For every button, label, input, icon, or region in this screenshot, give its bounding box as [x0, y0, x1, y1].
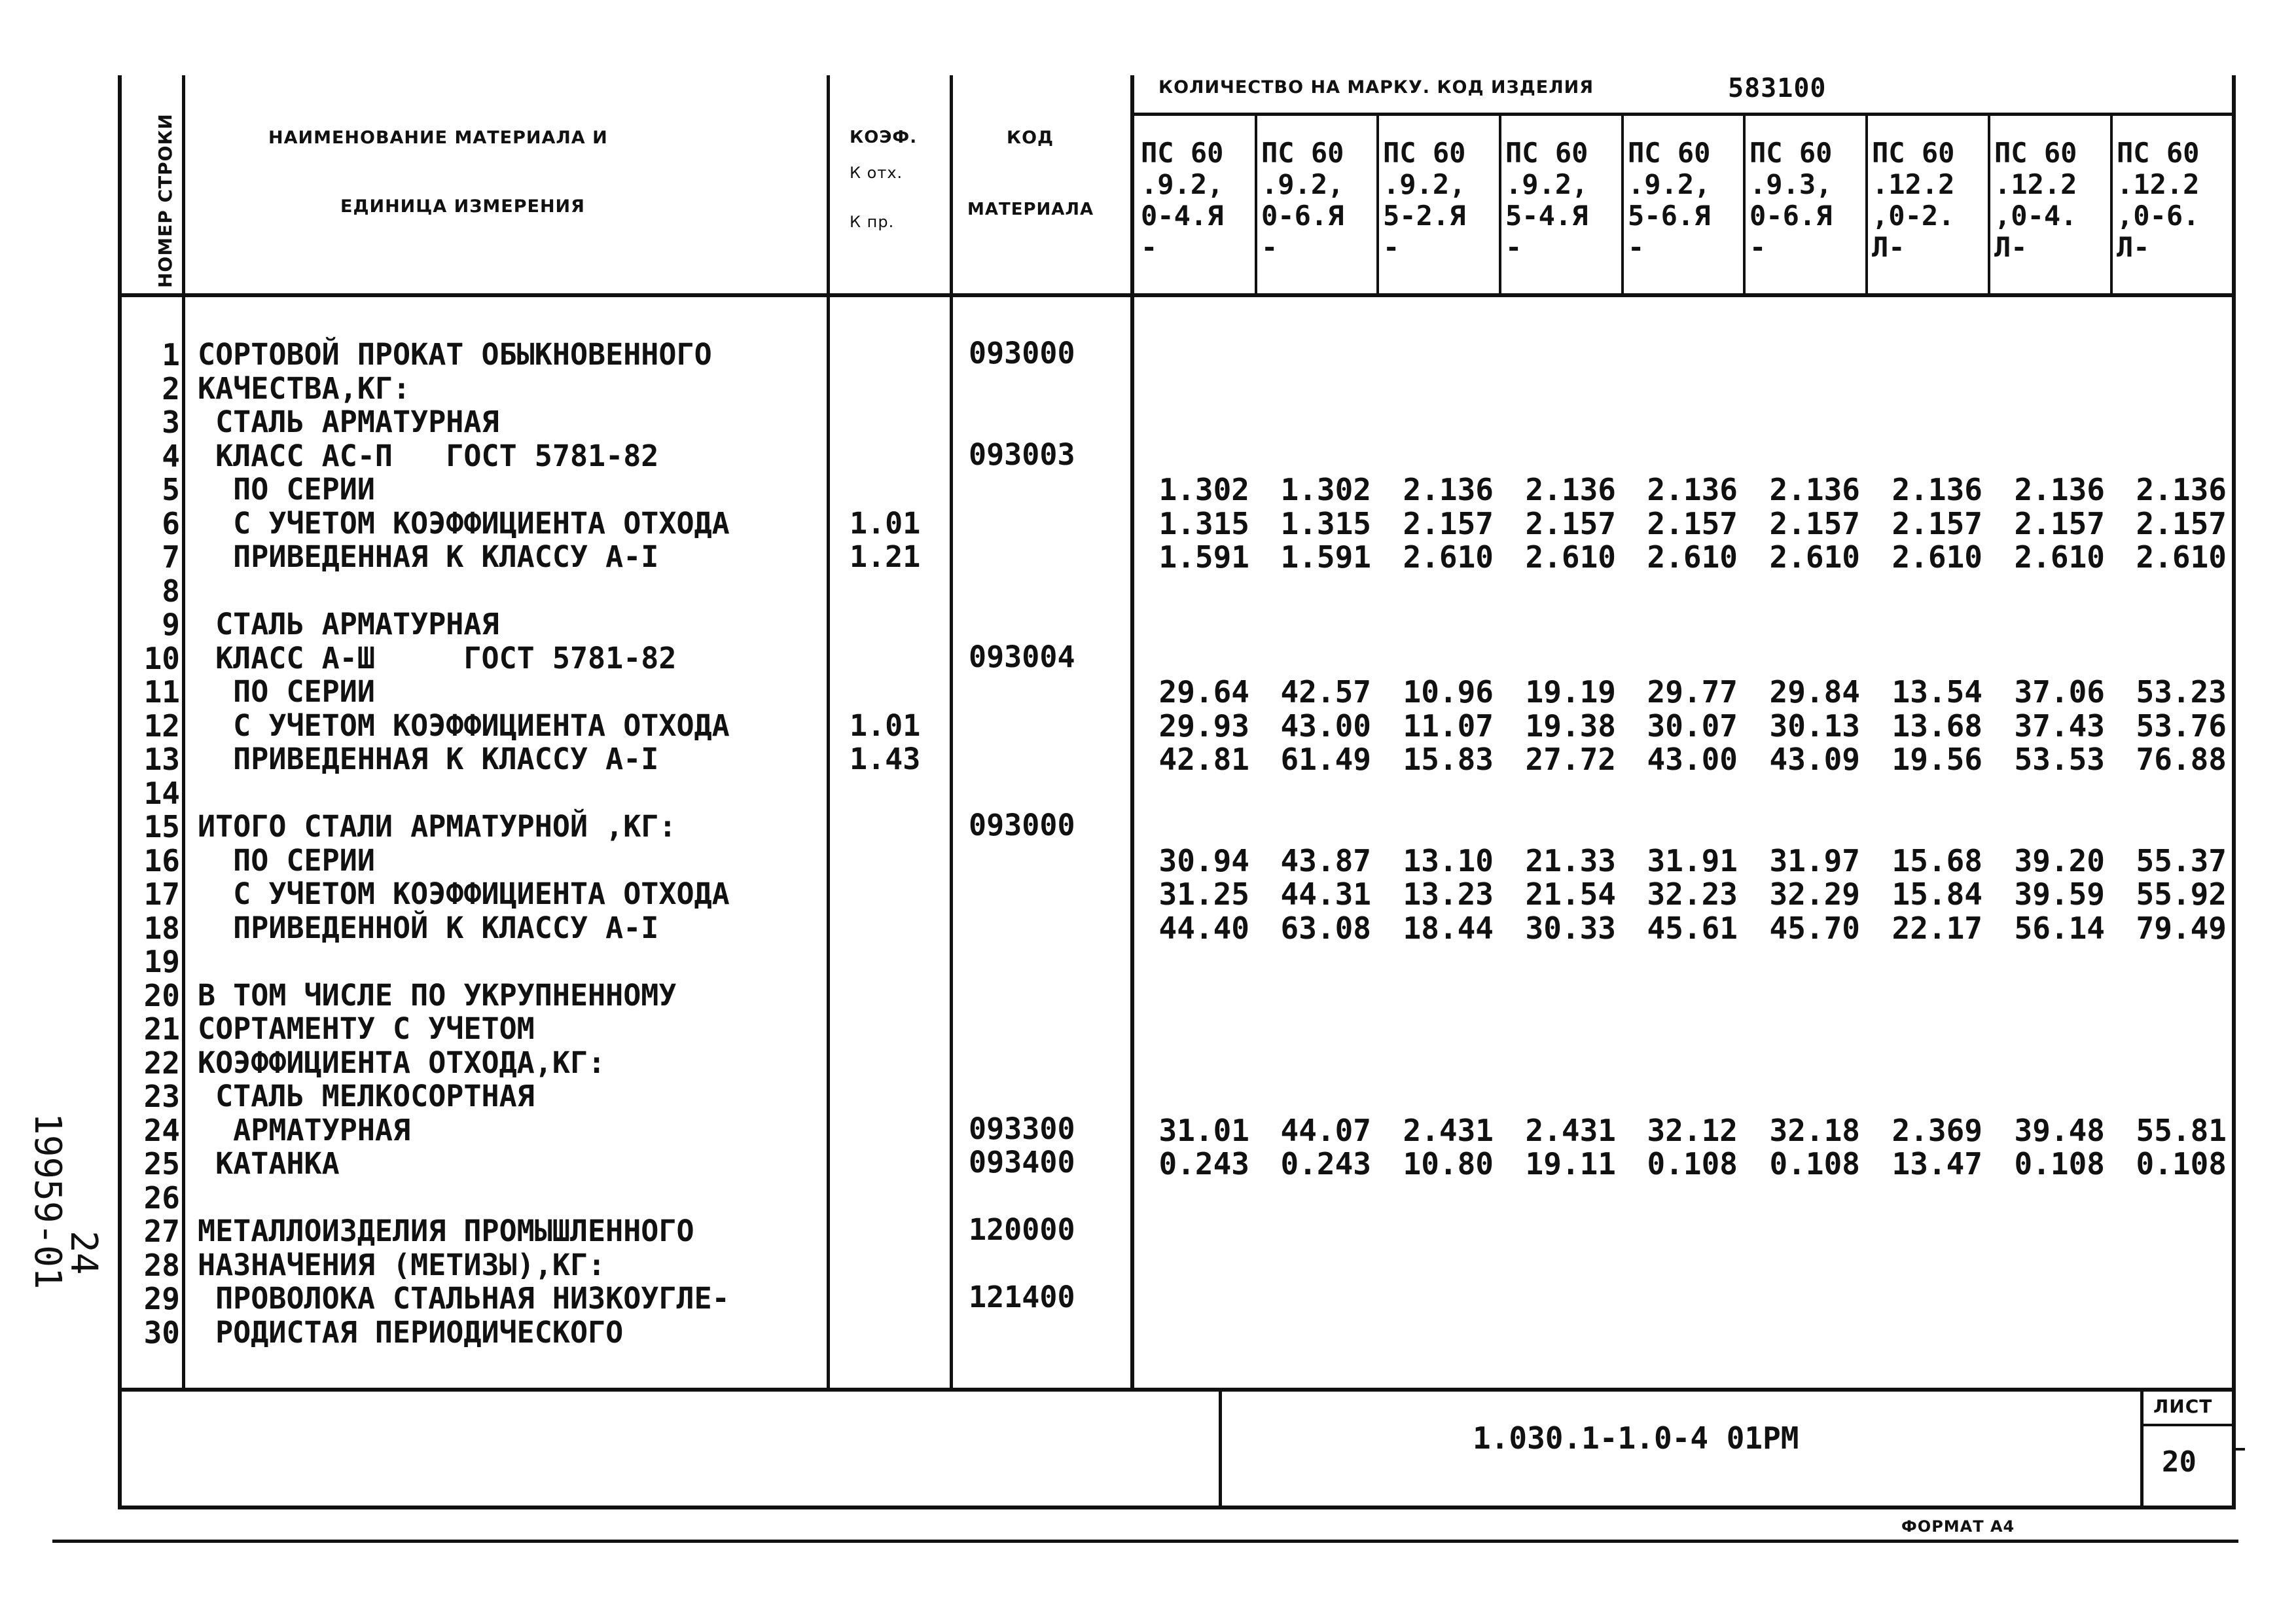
product-column-header-line: .9.3,: [1749, 168, 1833, 200]
sheet-tick-mark: [2236, 1448, 2245, 1451]
quantity-value: 2.610: [1647, 539, 1738, 575]
product-column-header-line: ПС 60: [1383, 137, 1466, 169]
quantity-value: 1.591: [1280, 539, 1371, 575]
quantity-value: 2.136: [1769, 472, 1860, 507]
material-name: КАТАНКА: [198, 1146, 340, 1181]
quantity-value: 32.12: [1647, 1112, 1738, 1148]
quantity-value: 2.610: [1525, 539, 1616, 575]
row-number: 25: [143, 1146, 180, 1182]
quantity-value: 43.00: [1647, 742, 1738, 777]
material-code: 093003: [969, 437, 1075, 472]
quantity-value: 10.80: [1403, 1146, 1494, 1182]
row-number: 4: [162, 438, 180, 474]
product-column-header-line: ПС 60: [1628, 137, 1711, 169]
row-number-header: НОМЕР СТРОКИ: [154, 113, 176, 288]
quantity-value: 2.157: [1403, 505, 1494, 541]
quantity-value: 10.96: [1403, 674, 1494, 710]
row-number: 20: [143, 977, 180, 1013]
quantity-value: 30.13: [1769, 708, 1860, 744]
quantity-header-label: КОЛИЧЕСТВО НА МАРКУ. КОД ИЗДЕЛИЯ: [1158, 77, 1594, 98]
material-name: РОДИСТАЯ ПЕРИОДИЧЕСКОГО: [198, 1314, 624, 1350]
quantity-value: 0.108: [2014, 1146, 2105, 1182]
quantity-value: 2.610: [2014, 539, 2105, 575]
quantity-value: 43.87: [1280, 842, 1371, 878]
material-header-subtitle: ЕДИНИЦА ИЗМЕРЕНИЯ: [340, 196, 585, 217]
quantity-value: 31.97: [1769, 842, 1860, 878]
row-number: 8: [162, 573, 180, 609]
row-number: 1: [162, 337, 180, 372]
column-divider: [1988, 113, 1990, 297]
material-name: ПРОВОЛОКА СТАЛЬНАЯ НИЗКОУГЛЕ-: [198, 1281, 730, 1316]
frame-coef-divider: [950, 75, 953, 1391]
material-name: КАЧЕСТВА,КГ:: [198, 370, 411, 406]
quantity-value: 53.53: [2014, 742, 2105, 777]
frame-quantity-header-bottom: [1130, 113, 2236, 116]
coef-header-line2: К отх.: [850, 164, 903, 182]
row-number: 10: [143, 640, 180, 676]
row-number: 26: [143, 1180, 180, 1216]
frame-sheet-box-divider: [2140, 1424, 2236, 1426]
product-column-header: [1505, 137, 1588, 263]
row-number: 18: [143, 910, 180, 946]
product-column-header-line: ,0-6.: [2117, 200, 2200, 232]
frame-table-bottom: [118, 1388, 2236, 1392]
column-divider: [2110, 113, 2113, 297]
frame-stamp-divider: [1219, 1388, 1222, 1509]
row-number: 28: [143, 1247, 180, 1283]
quantity-value: 2.157: [1892, 505, 1982, 541]
product-column-header-line: ,0-4.: [1994, 200, 2077, 232]
quantity-value: 42.57: [1280, 674, 1371, 710]
product-column-header: [1383, 137, 1465, 263]
format-label: ФОРМАТ А4: [1901, 1517, 2015, 1536]
column-divider: [1621, 113, 1624, 297]
product-column-header-line: .12.2: [1872, 168, 1955, 200]
material-name: С УЧЕТОМ КОЭФФИЦИЕНТА ОТХОДА: [198, 505, 730, 541]
column-divider: [1499, 113, 1501, 297]
row-number: 22: [143, 1045, 180, 1081]
quantity-value: 19.19: [1525, 674, 1616, 710]
quantity-value: 11.07: [1403, 708, 1494, 744]
quantity-value: 32.23: [1647, 876, 1738, 912]
frame-right-border: [2232, 75, 2236, 1509]
quantity-value: 44.31: [1280, 876, 1371, 912]
column-divider: [1743, 113, 1746, 297]
quantity-value: 29.64: [1158, 674, 1249, 710]
quantity-value: 55.92: [2136, 876, 2227, 912]
product-column-header-line: .9.2,: [1141, 168, 1224, 200]
coefficient: 1.43: [850, 742, 921, 776]
quantity-value: 55.37: [2136, 842, 2227, 878]
product-column-header-line: -: [1261, 231, 1278, 263]
quantity-value: 39.20: [2014, 842, 2105, 878]
product-code: 583100: [1728, 73, 1827, 103]
material-name: СТАЛЬ АРМАТУРНАЯ: [198, 405, 499, 439]
document-code: 1.030.1-1.0-4 01РМ: [1473, 1420, 1799, 1456]
quantity-value: 2.610: [1769, 539, 1860, 575]
quantity-value: 13.47: [1892, 1146, 1982, 1182]
quantity-value: 63.08: [1280, 910, 1371, 946]
row-number: 13: [143, 742, 180, 777]
material-code: 093004: [969, 639, 1075, 674]
quantity-value: 43.09: [1769, 742, 1860, 777]
material-code: 120000: [969, 1212, 1075, 1247]
quantity-value: 13.68: [1892, 708, 1982, 744]
quantity-value: 2.610: [1892, 539, 1982, 575]
quantity-value: 2.431: [1525, 1112, 1616, 1148]
product-column-header-line: -: [1628, 231, 1645, 263]
quantity-value: 43.00: [1280, 708, 1371, 744]
quantity-value: 21.33: [1525, 842, 1616, 878]
row-number: 14: [143, 775, 180, 811]
material-name: КОЭФФИЦИЕНТА ОТХОДА,КГ:: [198, 1045, 606, 1080]
product-column-header-line: ПС 60: [1749, 137, 1833, 169]
quantity-value: 22.17: [1892, 910, 1982, 946]
product-column-header: [1994, 137, 2077, 263]
row-number: 17: [143, 876, 180, 912]
product-column-header-line: .9.2,: [1383, 168, 1466, 200]
product-column-header-line: 5-4.Я: [1505, 200, 1588, 232]
material-name: ИТОГО СТАЛИ АРМАТУРНОЙ ,КГ:: [198, 809, 677, 844]
product-column-header-line: .9.2,: [1261, 168, 1344, 200]
product-column-header-line: 0-6.Я: [1749, 200, 1833, 232]
row-number: 7: [162, 539, 180, 575]
quantity-value: 2.610: [2136, 539, 2227, 575]
quantity-value: 31.25: [1158, 876, 1249, 912]
material-name: НАЗНАЧЕНИЯ (МЕТИЗЫ),КГ:: [198, 1247, 606, 1282]
material-name: СОРТОВОЙ ПРОКАТ ОБЫКНОВЕННОГО: [198, 337, 712, 372]
product-column-header-line: 5-2.Я: [1383, 200, 1466, 232]
quantity-value: 2.157: [1769, 505, 1860, 541]
quantity-value: 39.48: [2014, 1112, 2105, 1148]
quantity-value: 2.136: [1892, 472, 1982, 507]
material-name: С УЧЕТОМ КОЭФФИЦИЕНТА ОТХОДА: [198, 876, 730, 911]
product-column-header-line: ПС 60: [1261, 137, 1344, 169]
product-column-header-line: ПС 60: [1872, 137, 1955, 169]
row-number: 27: [143, 1214, 180, 1249]
product-column-header-line: -: [1505, 231, 1522, 263]
material-code: 093000: [969, 808, 1075, 842]
row-number: 12: [143, 708, 180, 744]
coefficient: 1.21: [850, 539, 921, 574]
quantity-value: 31.01: [1158, 1112, 1249, 1148]
product-column-header-line: ПС 60: [1994, 137, 2077, 169]
quantity-value: 0.243: [1158, 1146, 1249, 1182]
product-column-header: [1141, 137, 1223, 263]
product-column-header: [2117, 137, 2199, 263]
row-number: 23: [143, 1079, 180, 1114]
quantity-value: 1.591: [1158, 539, 1249, 575]
product-column-header-line: .9.2,: [1505, 168, 1588, 200]
material-name: ПРИВЕДЕННАЯ К КЛАССУ А-I: [198, 539, 659, 574]
quantity-value: 2.610: [1403, 539, 1494, 575]
quantity-value: 0.108: [2136, 1146, 2227, 1182]
quantity-value: 53.23: [2136, 674, 2227, 710]
quantity-value: 31.91: [1647, 842, 1738, 878]
material-name: ПРИВЕДЕННОЙ К КЛАССУ А-I: [198, 910, 659, 945]
quantity-value: 55.81: [2136, 1112, 2227, 1148]
quantity-value: 30.33: [1525, 910, 1616, 946]
quantity-value: 56.14: [2014, 910, 2105, 946]
row-number: 24: [143, 1112, 180, 1148]
quantity-value: 13.10: [1403, 842, 1494, 878]
quantity-value: 2.157: [2014, 505, 2105, 541]
material-name: СТАЛЬ АРМАТУРНАЯ: [198, 607, 499, 641]
row-number: 19: [143, 944, 180, 979]
quantity-value: 79.49: [2136, 910, 2227, 946]
row-number: 6: [162, 505, 180, 541]
product-column-header-line: Л-: [1994, 231, 2028, 263]
quantity-value: 19.38: [1525, 708, 1616, 744]
material-name: В ТОМ ЧИСЛЕ ПО УКРУПНЕННОМУ: [198, 977, 677, 1013]
product-column-header-line: ПС 60: [1141, 137, 1224, 169]
page-bottom-rule: [52, 1540, 2238, 1543]
quantity-value: 2.157: [1647, 505, 1738, 541]
coefficient: 1.01: [850, 708, 921, 743]
frame-row-number-divider: [182, 75, 185, 1391]
material-name: МЕТАЛЛОИЗДЕЛИЯ ПРОМЫШЛЕННОГО: [198, 1214, 694, 1248]
row-number: 9: [162, 607, 180, 642]
product-column-header-line: -: [1141, 231, 1158, 263]
product-column-header: [1628, 137, 1710, 263]
product-column-header-line: ПС 60: [1505, 137, 1588, 169]
frame-left-border: [118, 75, 122, 1509]
sheet-label: ЛИСТ: [2153, 1396, 2213, 1417]
code-header-line2: МАТЕРИАЛА: [967, 200, 1094, 219]
quantity-value: 13.23: [1403, 876, 1494, 912]
sheet-number: 20: [2162, 1445, 2197, 1479]
row-number: 3: [162, 405, 180, 440]
material-name: ПО СЕРИИ: [198, 842, 375, 878]
quantity-value: 76.88: [2136, 742, 2227, 777]
quantity-value: 61.49: [1280, 742, 1371, 777]
quantity-value: 1.302: [1158, 472, 1249, 507]
column-divider: [1255, 113, 1257, 297]
product-column-header-line: -: [1749, 231, 1767, 263]
product-column-header-line: .9.2,: [1628, 168, 1711, 200]
product-column-header-line: 0-4.Я: [1141, 200, 1224, 232]
quantity-value: 2.431: [1403, 1112, 1494, 1148]
quantity-value: 2.136: [2014, 472, 2105, 507]
row-number: 11: [143, 674, 180, 710]
row-number: 15: [143, 809, 180, 844]
material-name: С УЧЕТОМ КОЭФФИЦИЕНТА ОТХОДА: [198, 708, 730, 743]
column-divider: [1376, 113, 1379, 297]
quantity-value: 2.136: [1647, 472, 1738, 507]
quantity-value: 37.06: [2014, 674, 2105, 710]
product-column-header-line: 0-6.Я: [1261, 200, 1344, 232]
product-column-header-line: .12.2: [2117, 168, 2200, 200]
material-code: 121400: [969, 1280, 1075, 1314]
quantity-value: 2.136: [2136, 472, 2227, 507]
row-number: 16: [143, 842, 180, 878]
quantity-value: 15.83: [1403, 742, 1494, 777]
product-column-header-line: 5-6.Я: [1628, 200, 1711, 232]
material-code: 093400: [969, 1145, 1075, 1180]
quantity-value: 29.93: [1158, 708, 1249, 744]
quantity-value: 0.243: [1280, 1146, 1371, 1182]
material-code: 093300: [969, 1111, 1075, 1146]
material-name: ПО СЕРИИ: [198, 472, 375, 507]
material-header-title: НАИМЕНОВАНИЕ МАТЕРИАЛА И: [268, 128, 608, 148]
quantity-value: 32.18: [1769, 1112, 1860, 1148]
product-column-header-line: Л-: [2117, 231, 2150, 263]
quantity-value: 13.54: [1892, 674, 1982, 710]
material-name: КЛАСС АС-П ГОСТ 5781-82: [198, 438, 659, 473]
product-column-header-line: Л-: [1872, 231, 1905, 263]
material-name: СОРТАМЕНТУ С УЧЕТОМ: [198, 1011, 535, 1046]
quantity-value: 30.07: [1647, 708, 1738, 744]
column-divider: [1865, 113, 1868, 297]
quantity-value: 29.77: [1647, 674, 1738, 710]
quantity-value: 39.59: [2014, 876, 2105, 912]
product-column-header-line: .12.2: [1994, 168, 2077, 200]
quantity-value: 18.44: [1403, 910, 1494, 946]
quantity-value: 0.108: [1769, 1146, 1860, 1182]
row-number: 5: [162, 472, 180, 507]
quantity-value: 21.54: [1525, 876, 1616, 912]
material-name: СТАЛЬ МЕЛКОСОРТНАЯ: [198, 1079, 535, 1113]
quantity-value: 45.61: [1647, 910, 1738, 946]
frame-bottom-border: [118, 1506, 2236, 1509]
product-column-header: [1261, 137, 1344, 263]
coef-header-line1: КОЭФ.: [850, 128, 918, 147]
frame-header-bottom: [118, 293, 2236, 297]
quantity-value: 2.369: [1892, 1112, 1982, 1148]
product-column-header-line: ,0-2.: [1872, 200, 1955, 232]
quantity-value: 15.68: [1892, 842, 1982, 878]
product-column-header-line: -: [1383, 231, 1400, 263]
row-number: 29: [143, 1281, 180, 1316]
quantity-value: 32.29: [1769, 876, 1860, 912]
material-name: ПРИВЕДЕННАЯ К КЛАССУ А-I: [198, 742, 659, 776]
material-code: 093000: [969, 336, 1075, 370]
quantity-value: 2.136: [1525, 472, 1616, 507]
quantity-value: 19.11: [1525, 1146, 1616, 1182]
frame-sheet-box-left: [2140, 1388, 2144, 1509]
quantity-value: 2.136: [1403, 472, 1494, 507]
quantity-value: 0.108: [1647, 1146, 1738, 1182]
quantity-value: 19.56: [1892, 742, 1982, 777]
quantity-value: 42.81: [1158, 742, 1249, 777]
frame-name-divider: [827, 75, 830, 1391]
quantity-value: 29.84: [1769, 674, 1860, 710]
product-column-header: [1749, 137, 1832, 263]
quantity-value: 30.94: [1158, 842, 1249, 878]
coefficient: 1.01: [850, 505, 921, 541]
quantity-value: 37.43: [2014, 708, 2105, 744]
material-name: КЛАСС А-Ш ГОСТ 5781-82: [198, 640, 677, 676]
quantity-value: 1.302: [1280, 472, 1371, 507]
row-number: 2: [162, 370, 180, 406]
row-number: 21: [143, 1011, 180, 1047]
page-number: 24: [62, 1231, 105, 1275]
quantity-value: 15.84: [1892, 876, 1982, 912]
quantity-value: 2.157: [2136, 505, 2227, 541]
material-name: ПО СЕРИИ: [198, 674, 375, 709]
quantity-value: 44.07: [1280, 1112, 1371, 1148]
quantity-value: 27.72: [1525, 742, 1616, 777]
quantity-value: 44.40: [1158, 910, 1249, 946]
coef-header-line3: К пр.: [850, 213, 895, 231]
quantity-value: 53.76: [2136, 708, 2227, 744]
quantity-value: 1.315: [1158, 505, 1249, 541]
material-name: АРМАТУРНАЯ: [198, 1112, 411, 1147]
inventory-number: 19959-01: [26, 1113, 69, 1290]
row-number: 30: [143, 1314, 180, 1350]
quantity-value: 45.70: [1769, 910, 1860, 946]
quantity-value: 1.315: [1280, 505, 1371, 541]
code-header-line1: КОД: [1007, 128, 1054, 148]
product-column-header: [1872, 137, 1954, 263]
product-column-header-line: ПС 60: [2117, 137, 2200, 169]
quantity-value: 2.157: [1525, 505, 1616, 541]
